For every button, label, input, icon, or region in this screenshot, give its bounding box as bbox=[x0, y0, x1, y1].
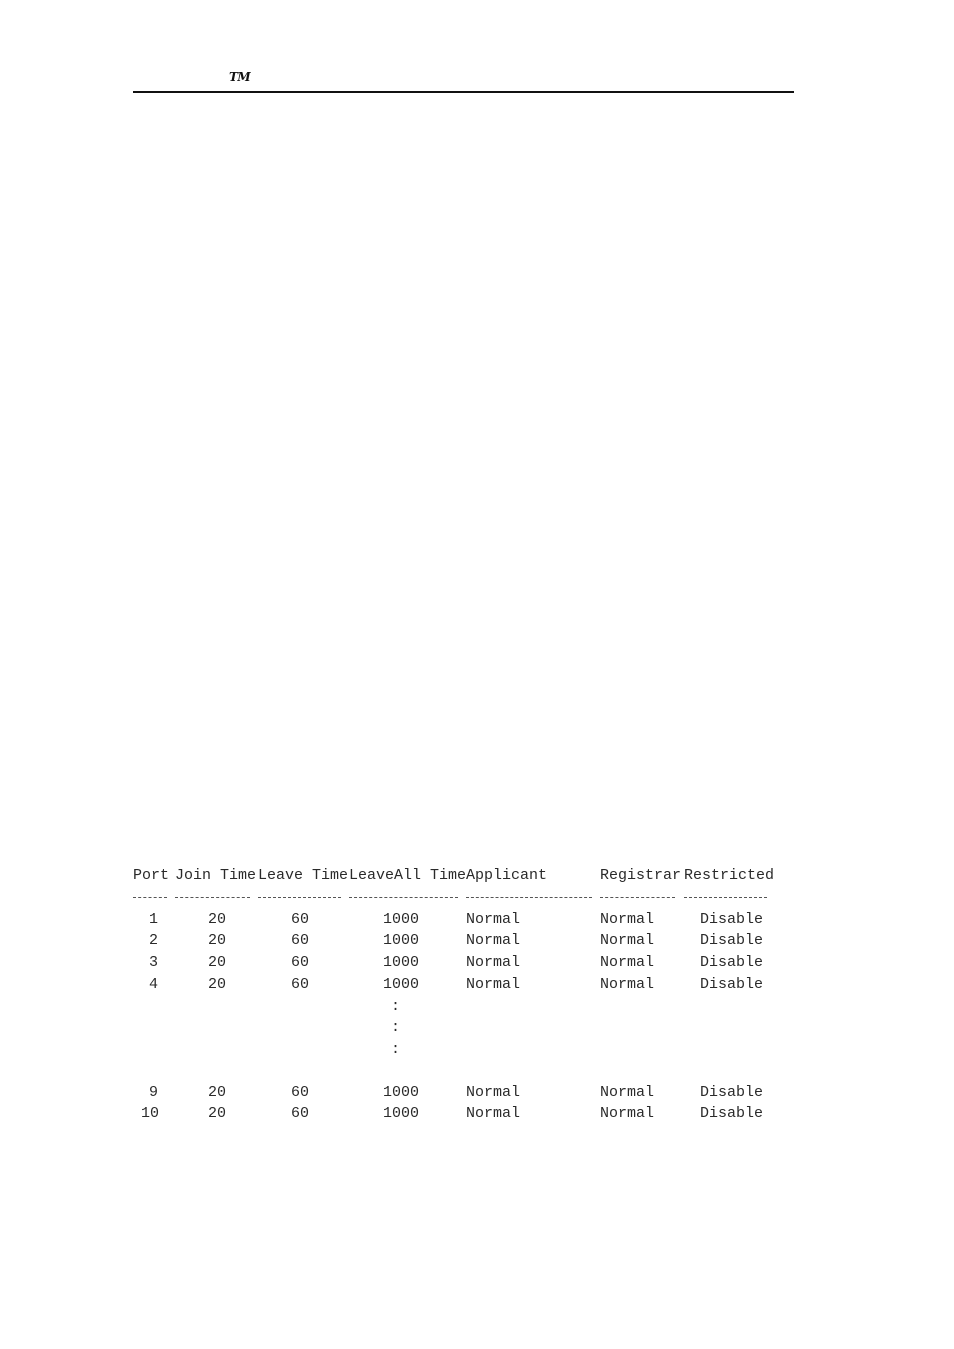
cell-leave-time: 60 bbox=[291, 976, 310, 993]
cell-port: 1 bbox=[149, 911, 159, 928]
page-header bbox=[133, 62, 794, 94]
cell-port: 10 bbox=[141, 1105, 160, 1122]
cell-applicant: Normal bbox=[466, 1084, 521, 1101]
cell-leaveall-time: 1000 bbox=[383, 1084, 420, 1101]
cell-leaveall-time: 1000 bbox=[383, 976, 420, 993]
table-row bbox=[133, 931, 764, 951]
cell-restricted: Disable bbox=[700, 1084, 764, 1101]
table-row bbox=[133, 975, 764, 995]
separator-segment bbox=[133, 897, 167, 898]
cell-leaveall-time: 1000 bbox=[383, 954, 420, 971]
cell-join-time: 20 bbox=[208, 911, 227, 928]
column-header-leaveall-time: LeaveAll Time bbox=[349, 867, 467, 884]
cell-leave-time: 60 bbox=[291, 954, 310, 971]
separator-segment bbox=[258, 897, 341, 898]
separator-segment bbox=[349, 897, 458, 898]
cell-port: 9 bbox=[149, 1084, 159, 1101]
cell-leaveall-time: 1000 bbox=[383, 911, 420, 928]
table-row bbox=[133, 910, 764, 930]
cell-leaveall-time: 1000 bbox=[383, 932, 420, 949]
column-header-join-time: Join Time bbox=[175, 867, 257, 884]
cell-registrar: Normal bbox=[600, 932, 655, 949]
cell-join-time: 20 bbox=[208, 1084, 227, 1101]
table-row bbox=[133, 1104, 764, 1124]
trademark-mark: TM bbox=[229, 70, 251, 84]
cell-leave-time: 60 bbox=[291, 1084, 310, 1101]
column-header-applicant: Applicant bbox=[466, 867, 548, 884]
column-header-port: Port bbox=[133, 867, 170, 884]
cell-port: 3 bbox=[149, 954, 159, 971]
cell-applicant: Normal bbox=[466, 954, 521, 971]
cell-restricted: Disable bbox=[700, 932, 764, 949]
table-row bbox=[133, 953, 764, 973]
cell-leave-time: 60 bbox=[291, 911, 310, 928]
ellipsis-dot: : bbox=[391, 998, 401, 1015]
cell-leaveall-time: 1000 bbox=[383, 1105, 420, 1122]
cell-join-time: 20 bbox=[208, 1105, 227, 1122]
cell-join-time: 20 bbox=[208, 954, 227, 971]
cell-registrar: Normal bbox=[600, 954, 655, 971]
table-header-row bbox=[133, 866, 775, 886]
column-header-restricted: Restricted bbox=[684, 867, 775, 884]
column-header-registrar: Registrar bbox=[600, 867, 682, 884]
header-rule bbox=[133, 91, 794, 93]
cell-registrar: Normal bbox=[600, 911, 655, 928]
cell-applicant: Normal bbox=[466, 932, 521, 949]
cell-registrar: Normal bbox=[600, 1105, 655, 1122]
cell-applicant: Normal bbox=[466, 1105, 521, 1122]
cell-restricted: Disable bbox=[700, 1105, 764, 1122]
cell-port: 4 bbox=[149, 976, 159, 993]
cell-registrar: Normal bbox=[600, 1084, 655, 1101]
cell-restricted: Disable bbox=[700, 976, 764, 993]
ellipsis-dot: : bbox=[391, 1019, 401, 1036]
cell-applicant: Normal bbox=[466, 976, 521, 993]
separator-segment bbox=[600, 897, 675, 898]
cell-join-time: 20 bbox=[208, 932, 227, 949]
column-header-leave-time: Leave Time bbox=[258, 867, 349, 884]
separator-segment bbox=[684, 897, 767, 898]
cell-leave-time: 60 bbox=[291, 1105, 310, 1122]
cell-restricted: Disable bbox=[700, 954, 764, 971]
cell-applicant: Normal bbox=[466, 911, 521, 928]
cell-registrar: Normal bbox=[600, 976, 655, 993]
cell-port: 2 bbox=[149, 932, 159, 949]
separator-segment bbox=[466, 897, 592, 898]
ellipsis-dot: : bbox=[391, 1041, 401, 1058]
table-row bbox=[133, 1083, 764, 1103]
separator-segment bbox=[175, 897, 250, 898]
cell-join-time: 20 bbox=[208, 976, 227, 993]
header-separator bbox=[133, 897, 794, 899]
cell-leave-time: 60 bbox=[291, 932, 310, 949]
cell-restricted: Disable bbox=[700, 911, 764, 928]
